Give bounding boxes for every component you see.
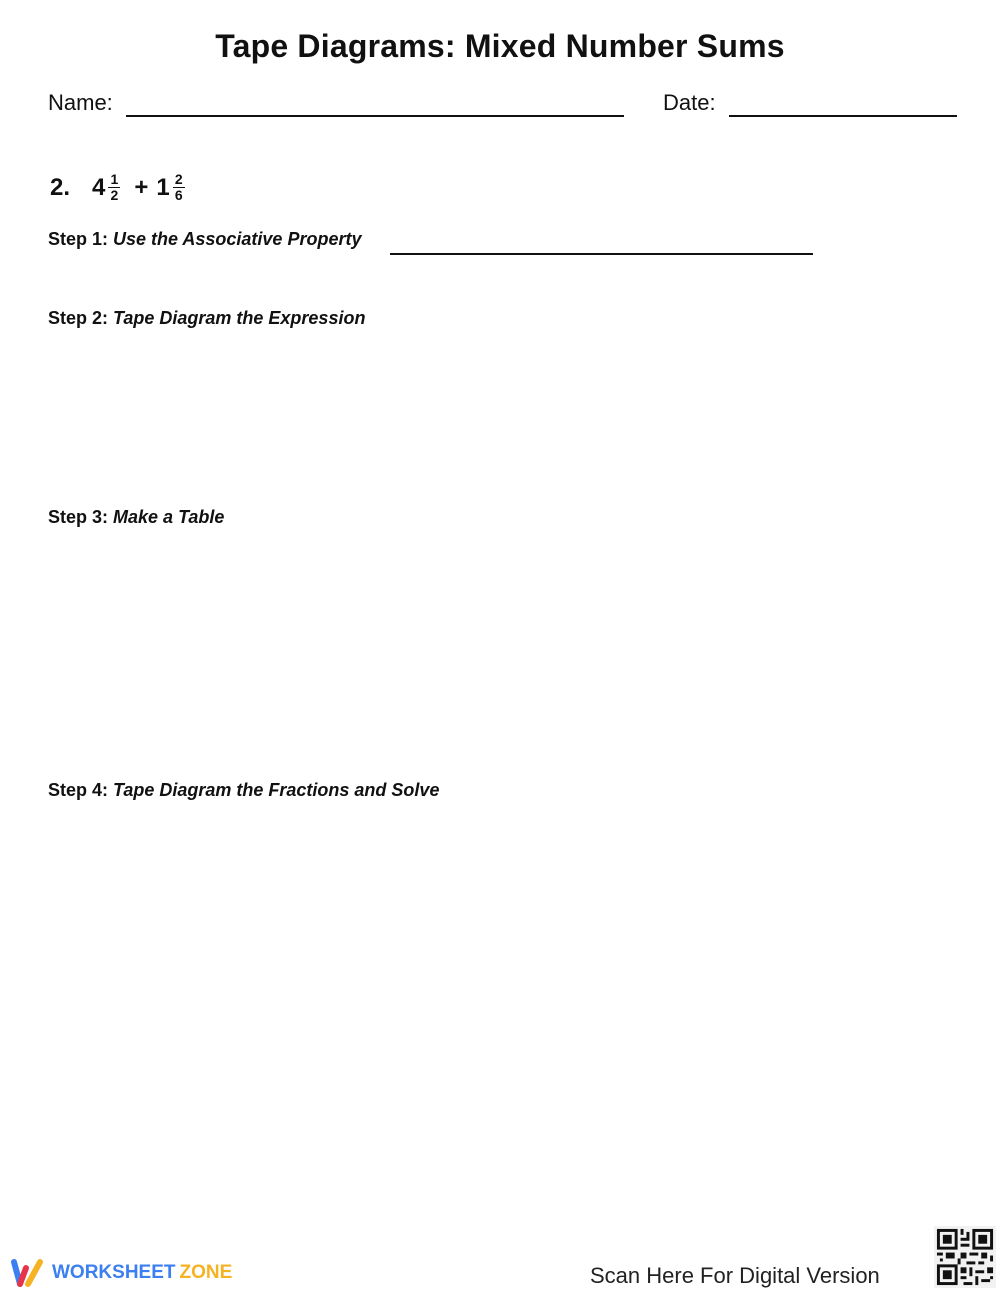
step-2 [48, 308, 365, 329]
term1-denominator: 2 [110, 187, 119, 203]
problem-number: 2. [50, 173, 71, 201]
step-2-instruction: Tape Diagram the Expression [113, 308, 366, 328]
term2-fraction [173, 172, 185, 203]
term2-numerator: 2 [174, 171, 183, 187]
step-3 [48, 507, 224, 528]
step-1-instruction: Use the Associative Property [113, 229, 362, 249]
problem-expression [50, 172, 191, 203]
plus-operator: + [134, 173, 149, 201]
scan-text: Scan Here For Digital Version [590, 1263, 880, 1288]
term1-numerator: 1 [110, 171, 119, 187]
step-4-label: Step 4: [48, 780, 109, 800]
step-1-answer-line[interactable] [390, 253, 813, 255]
worksheetzone-logo [10, 1258, 232, 1288]
step-2-label: Step 2: [48, 308, 109, 328]
name-label: Name: [48, 90, 113, 115]
date-line[interactable] [729, 115, 957, 117]
brand-part-2: ZONE [179, 1262, 233, 1283]
term1-fraction [108, 172, 120, 203]
brand-name [52, 1262, 232, 1284]
step-4 [48, 780, 439, 801]
brand-part-1: WORKSHEET [52, 1262, 176, 1283]
logo-w-icon [10, 1258, 46, 1288]
qr-code-icon[interactable] [934, 1226, 996, 1288]
step-4-instruction: Tape Diagram the Fractions and Solve [113, 780, 440, 800]
date-label: Date: [663, 90, 716, 115]
step-3-instruction: Make a Table [113, 507, 225, 527]
step-3-label: Step 3: [48, 507, 109, 527]
term1-whole: 4 [92, 173, 106, 201]
step-1-label: Step 1: [48, 229, 109, 249]
term2-denominator: 6 [174, 187, 183, 203]
name-line[interactable] [126, 115, 624, 117]
term2-whole: 1 [156, 173, 170, 201]
worksheet-title: Tape Diagrams: Mixed Number Sums [215, 28, 785, 64]
step-1 [48, 229, 361, 250]
